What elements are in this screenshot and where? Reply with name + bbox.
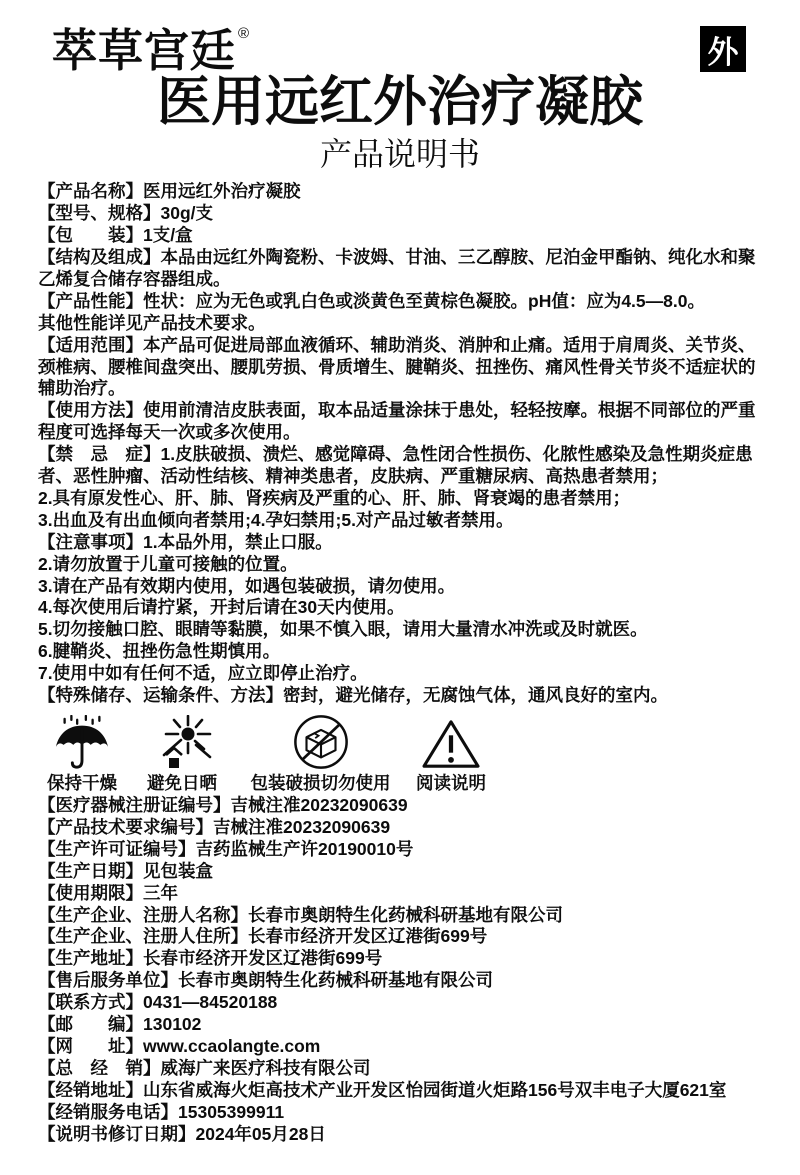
keep-dry-symbol xyxy=(38,715,126,793)
field-value: 三年 xyxy=(143,882,178,903)
field-value: 0431—84520188 xyxy=(143,992,278,1013)
field-label: 【总 经 销】 xyxy=(38,1057,161,1078)
field-paragraph xyxy=(38,839,762,861)
document-subtitle: 产品说明书 xyxy=(319,136,480,173)
field-label: 【产品名称】 xyxy=(38,181,143,202)
field-paragraph xyxy=(38,663,762,685)
field-value: 2.具有原发性心、肝、肺、肾疾病及严重的心、肝、肺、肾衰竭的患者禁用； xyxy=(38,487,631,508)
field-value: 长春市奥朗特生化药械科研基地有限公司 xyxy=(248,904,563,925)
field-paragraph xyxy=(38,1080,762,1102)
field-value: 长春市奥朗特生化药械科研基地有限公司 xyxy=(178,970,493,991)
field-label: 【经销服务电话】 xyxy=(38,1101,178,1122)
field-label: 【医疗器械注册证编号】 xyxy=(38,795,231,816)
field-value: 2024年05月28日 xyxy=(195,1123,326,1144)
field-paragraph xyxy=(38,400,762,444)
field-paragraph xyxy=(38,948,762,970)
field-label: 【结构及组成】 xyxy=(38,246,161,267)
field-paragraph xyxy=(38,861,762,883)
field-value: 性状：应为无色或乳白色或淡黄色至黄棕色凝胶。pH值：应为4.5—8.0。 xyxy=(143,290,705,311)
field-paragraph xyxy=(38,883,762,905)
field-value: 30g/支 xyxy=(160,203,214,224)
field-value: 威海广来医疗科技有限公司 xyxy=(160,1057,371,1078)
brand-logo xyxy=(52,25,760,76)
field-paragraph xyxy=(38,992,762,1014)
field-label: 【生产企业、注册人名称】 xyxy=(38,904,248,925)
field-paragraph xyxy=(38,576,762,598)
field-value: 本产品可促进局部血液循环、辅助消炎、消肿和止痛。适用于肩周炎、关节炎、颈椎病、腰椎间盘突出、腰肌劳损、骨质增生、腱鞘炎、扭挫伤、痛风性骨关节炎不适症状的辅助治疗。 xyxy=(38,334,756,399)
field-paragraph xyxy=(38,335,762,401)
field-paragraph xyxy=(38,291,762,313)
registered-trademark-icon: ® xyxy=(238,25,251,42)
field-paragraph xyxy=(38,532,762,554)
avoid-sunlight-symbol xyxy=(126,715,238,793)
fields-top-section xyxy=(38,181,762,707)
field-value: 山东省威海火炬高技术产业开发区怡园街道火炬路156号双丰电子大厦621室 xyxy=(143,1079,727,1100)
field-value: 本品由远红外陶瓷粉、卡波姆、甘油、三乙醇胺、尼泊金甲酯钠、纯化水和聚乙烯复合储存容器组成。 xyxy=(38,246,756,289)
field-value: 5.切勿接触口腔、眼睛等黏膜，如果不慎入眼，请用大量清水冲洗或及时就医。 xyxy=(38,619,648,640)
brand-name: 萃草宫廷 xyxy=(52,25,237,76)
field-paragraph xyxy=(38,597,762,619)
field-value: 1支/盒 xyxy=(143,225,193,246)
field-paragraph xyxy=(38,444,762,488)
field-paragraph xyxy=(38,926,762,948)
field-value: 密封，避光储存，无腐蚀气体，通风良好的室内。 xyxy=(283,685,668,706)
field-paragraph xyxy=(38,203,762,225)
read-instructions-symbol xyxy=(403,717,499,793)
handling-symbols-row xyxy=(38,713,762,793)
field-label: 【特殊储存、运输条件、方法】 xyxy=(38,685,283,706)
field-value: 吉械注准20232090639 xyxy=(230,795,408,816)
keep-dry-icon xyxy=(51,715,113,771)
field-label: 【售后服务单位】 xyxy=(38,970,178,991)
field-paragraph xyxy=(38,795,762,817)
field-paragraph xyxy=(38,685,762,707)
read-instructions-label: 阅读说明 xyxy=(416,773,486,794)
leaflet-content xyxy=(0,181,800,1145)
field-label: 【生产企业、注册人住所】 xyxy=(38,926,248,947)
field-paragraph xyxy=(38,970,762,992)
field-value: www.ccaolangte.com xyxy=(143,1035,321,1056)
fields-bottom-section xyxy=(38,795,762,1146)
field-paragraph xyxy=(38,641,762,663)
header-row xyxy=(0,0,800,76)
field-paragraph xyxy=(38,817,762,839)
field-value: 130102 xyxy=(143,1014,202,1035)
keep-dry-label: 保持干燥 xyxy=(47,773,117,794)
field-label: 【产品性能】 xyxy=(38,290,143,311)
field-label: 【生产地址】 xyxy=(38,948,143,969)
avoid-sunlight-label: 避免日晒 xyxy=(147,773,217,794)
field-paragraph xyxy=(38,247,762,291)
field-label: 【生产日期】 xyxy=(38,860,143,881)
field-value: 3.出血及有出血倾向者禁用;4.孕妇禁用;5.对产品过敏者禁用。 xyxy=(38,509,514,530)
field-value: 2.请勿放置于儿童可接触的位置。 xyxy=(38,553,298,574)
field-paragraph xyxy=(38,1058,762,1080)
field-value: 长春市经济开发区辽港街699号 xyxy=(248,926,488,947)
field-value: 6.腱鞘炎、扭挫伤急性期慎用。 xyxy=(38,641,281,662)
field-value: 其他性能详见产品技术要求。 xyxy=(38,312,266,333)
field-value: 使用前清洁皮肤表面，取本品适量涂抹于患处，轻轻按摩。根据不同部位的严重程度可选择每天一次或多次使用。 xyxy=(38,400,756,443)
read-instructions-icon xyxy=(421,717,481,771)
avoid-sunlight-icon xyxy=(152,715,212,771)
field-value: 3.请在产品有效期内使用，如遇包装破损，请勿使用。 xyxy=(38,575,456,596)
field-paragraph xyxy=(38,1014,762,1036)
external-use-badge: 外 xyxy=(700,26,746,72)
field-label: 【使用期限】 xyxy=(38,882,143,903)
field-label: 【经销地址】 xyxy=(38,1079,143,1100)
field-label: 【包 装】 xyxy=(38,225,143,246)
field-paragraph xyxy=(38,181,762,203)
field-label: 【禁 忌 症】 xyxy=(38,444,161,465)
product-title: 医用远红外治疗凝胶 xyxy=(157,72,643,132)
field-paragraph xyxy=(38,313,762,335)
field-value: 医用远红外治疗凝胶 xyxy=(143,181,301,202)
field-paragraph xyxy=(38,488,762,510)
field-label: 【注意事项】 xyxy=(38,531,143,552)
field-paragraph xyxy=(38,1124,762,1146)
field-value: 1.本品外用，禁止口服。 xyxy=(143,531,333,552)
field-paragraph xyxy=(38,619,762,641)
field-label: 【使用方法】 xyxy=(38,400,143,421)
field-label: 【网 址】 xyxy=(38,1035,143,1056)
field-value: 见包装盒 xyxy=(143,860,213,881)
field-label: 【产品技术要求编号】 xyxy=(38,816,213,837)
field-value: 吉药监械生产许20190010号 xyxy=(195,838,414,859)
field-label: 【型号、规格】 xyxy=(38,203,161,224)
field-paragraph xyxy=(38,510,762,532)
field-value: 长春市经济开发区辽港街699号 xyxy=(143,948,383,969)
field-value: 15305399911 xyxy=(178,1101,285,1122)
damaged-package-label: 包装破损切勿使用 xyxy=(250,773,391,794)
field-value: 1.皮肤破损、溃烂、感觉障碍、急性闭合性损伤、化脓性感染及急性期炎症患者、恶性肿瘤、活动性结核、精神类患者，皮肤病、严重糖尿病、高热患者禁用； xyxy=(38,444,753,487)
field-value: 4.每次使用后请拧紧，开封后请在30天内使用。 xyxy=(38,597,405,618)
field-label: 【适用范围】 xyxy=(38,334,143,355)
damaged-package-symbol xyxy=(238,713,403,793)
field-value: 7.使用中如有任何不适，应立即停止治疗。 xyxy=(38,663,368,684)
field-label: 【联系方式】 xyxy=(38,992,143,1013)
field-value: 吉械注准20232090639 xyxy=(213,816,391,837)
field-paragraph xyxy=(38,905,762,927)
field-label: 【说明书修订日期】 xyxy=(38,1123,196,1144)
field-label: 【邮 编】 xyxy=(38,1014,143,1035)
field-paragraph xyxy=(38,1036,762,1058)
field-paragraph xyxy=(38,554,762,576)
damaged-package-prohibited-icon xyxy=(292,713,350,771)
field-label: 【生产许可证编号】 xyxy=(38,838,196,859)
field-paragraph xyxy=(38,225,762,247)
field-paragraph xyxy=(38,1102,762,1124)
